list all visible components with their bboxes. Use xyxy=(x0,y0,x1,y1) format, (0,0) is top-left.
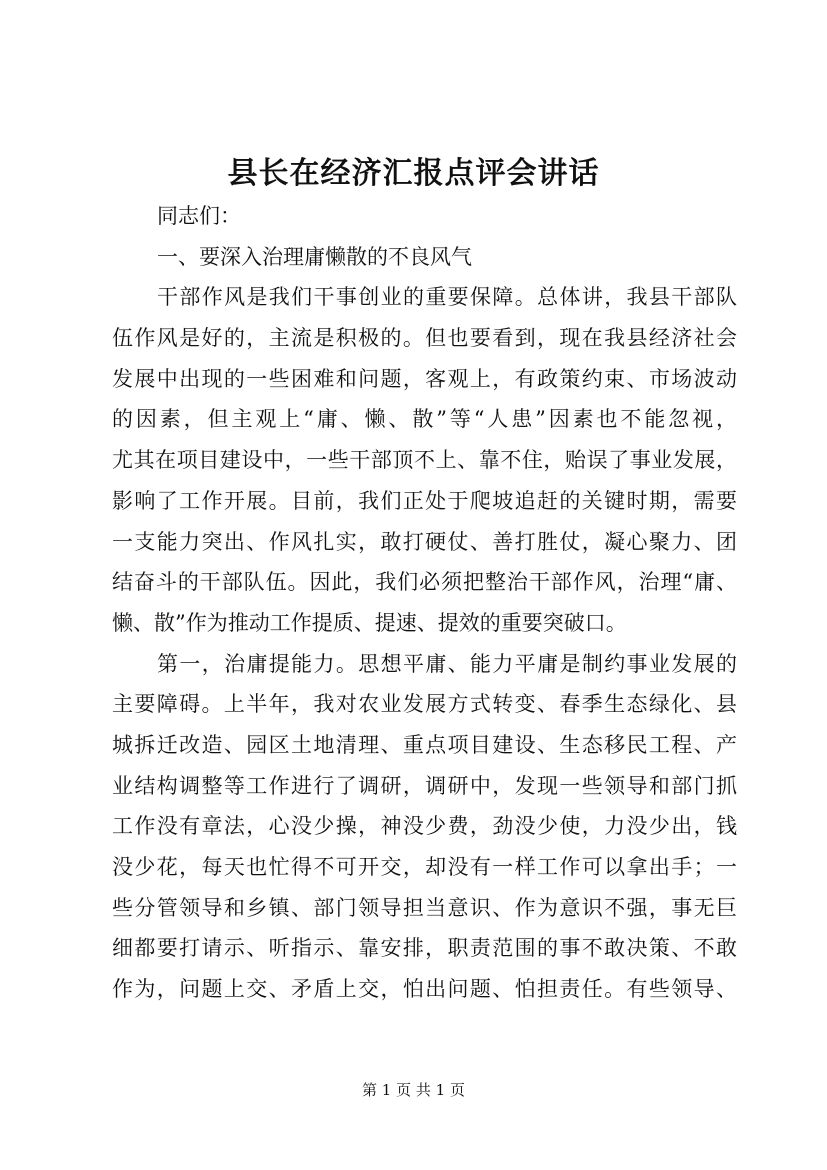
page-number-footer: 第 1 页 共 1 页 xyxy=(362,1081,465,1099)
paragraph-line: 作为，问题上交、矛盾上交，怕出问题、怕担责任。有些领导、 xyxy=(112,977,737,1002)
paragraph-line: 影响了工作开展。目前，我们正处于爬坡追赶的关键时期，需要 xyxy=(112,488,737,513)
paragraph-line: 结奋斗的干部队伍。因此，我们必须把整治干部作风，治理“庸、 xyxy=(112,570,737,595)
paragraph-line: 城拆迁改造、园区土地清理、重点项目建设、生态移民工程、产 xyxy=(112,732,737,757)
paragraph-line: 主要障碍。上半年，我对农业发展方式转变、春季生态绿化、县 xyxy=(112,692,737,717)
paragraph-line: 工作没有章法，心没少操，神没少费，劲没少使，力没少出，钱 xyxy=(112,814,737,839)
greeting-line: 同志们： xyxy=(157,204,241,228)
paragraph-line: 懒、散”作为推动工作提质、提速、提效的重要突破口。 xyxy=(112,610,627,635)
paragraph-line: 的因素，但主观上“庸、懒、散”等“人患”因素也不能忽视， xyxy=(112,407,737,432)
section-heading: 一、要深入治理庸懒散的不良风气 xyxy=(157,244,472,269)
paragraph-line: 尤其在项目建设中，一些干部顶不上、靠不住，贻误了事业发展， xyxy=(112,448,737,473)
paragraph-line: 一支能力突出、作风扎实，敢打硬仗、善打胜仗，凝心聚力、团 xyxy=(112,529,737,554)
paragraph-1 xyxy=(112,277,737,643)
paragraph-2 xyxy=(112,644,737,1010)
paragraph-line: 细都要打请示、听指示、靠安排，职责范围的事不敢决策、不敢 xyxy=(112,936,737,961)
document-body xyxy=(112,196,737,1010)
paragraph-line: 些分管领导和乡镇、部门领导担当意识、作为意识不强，事无巨 xyxy=(112,895,737,920)
paragraph-line: 伍作风是好的，主流是积极的。但也要看到，现在我县经济社会 xyxy=(112,326,737,351)
paragraph-line: 业结构调整等工作进行了调研，调研中，发现一些领导和部门抓 xyxy=(112,773,737,798)
paragraph-line: 发展中出现的一些困难和问题，客观上，有政策约束、市场波动 xyxy=(112,366,737,391)
paragraph-line: 干部作风是我们干事创业的重要保障。总体讲，我县干部队 xyxy=(157,285,737,310)
paragraph-line: 没少花，每天也忙得不可开交，却没有一样工作可以拿出手；一 xyxy=(112,855,737,879)
document-title: 县长在经济汇报点评会讲话 xyxy=(227,156,600,191)
paragraph-line: 第一，治庸提能力。思想平庸、能力平庸是制约事业发展的 xyxy=(157,651,737,676)
